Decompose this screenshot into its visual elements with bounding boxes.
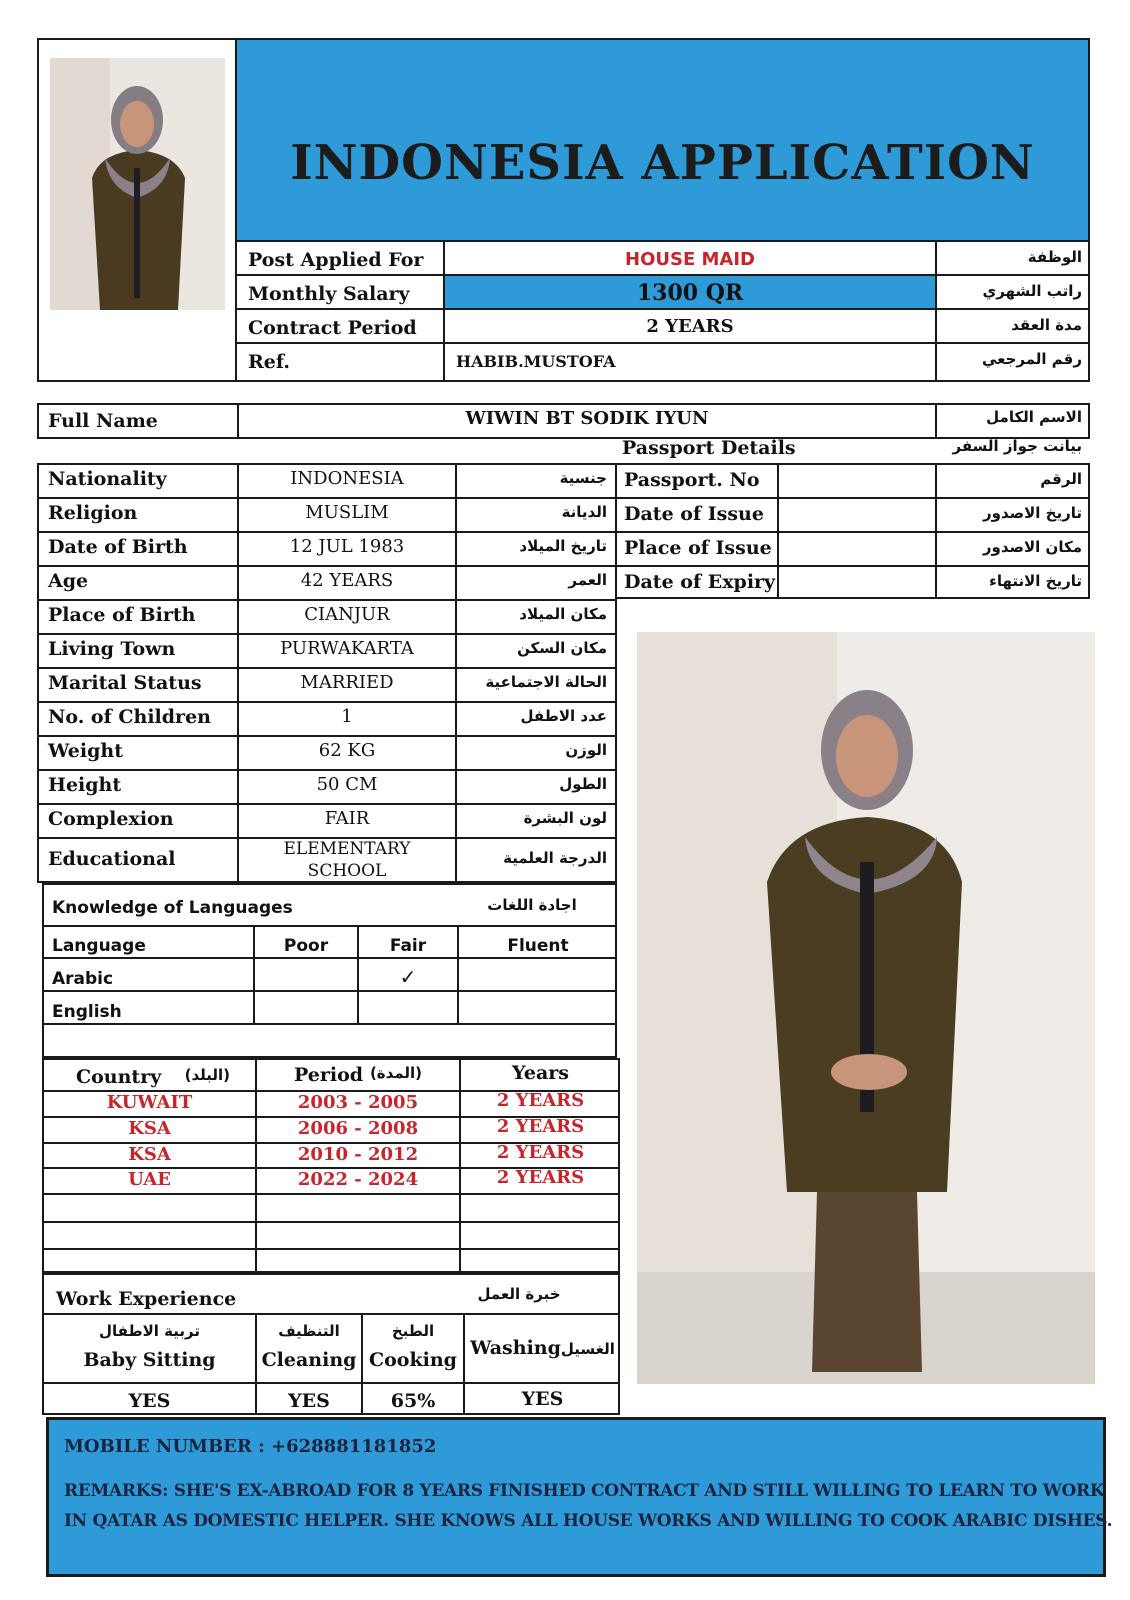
personal-value: 50 CM (316, 774, 378, 795)
work-title-ar: خبرة العمل (477, 1285, 561, 1303)
personal-value: MARRIED (300, 672, 394, 693)
personal-label-ar: لون البشرة (523, 809, 607, 827)
personal-label-ar: الدرجة العلمية (503, 849, 607, 867)
cleaning-value: YES (288, 1390, 330, 1412)
abroad-years: 2 YEARS (496, 1116, 585, 1137)
abroad-years: 2 YEARS (496, 1090, 585, 1111)
passport-label-ar: الرقم (1040, 470, 1082, 488)
lang-arabic: Arabic (52, 969, 114, 989)
abroad-header-period: Period (294, 1064, 364, 1086)
lang-english: English (52, 1002, 122, 1022)
personal-label: Nationality (48, 468, 167, 490)
personal-label-ar: الحالة الاجتماعية (485, 673, 607, 691)
abroad-period: 2010 - 2012 (297, 1144, 419, 1165)
washing-value: YES (521, 1388, 564, 1410)
personal-value: INDONESIA (290, 468, 404, 489)
abroad-period: 2006 - 2008 (297, 1118, 419, 1139)
mobile-number: MOBILE NUMBER : +628881181852 (64, 1436, 437, 1457)
cooking-label-ar: الطبخ (391, 1322, 435, 1340)
personal-label-ar: مكان الميلاد (519, 605, 607, 623)
lang-header-fair: Fair (389, 936, 427, 956)
ref-label: Ref. (248, 351, 290, 373)
personal-label-ar: عدد الاطفل (520, 707, 607, 725)
languages-title-ar: اجادة اللغات (487, 896, 577, 914)
salary-label: Monthly Salary (248, 283, 410, 305)
post-value: HOUSE MAID (625, 249, 755, 270)
abroad-years: 2 YEARS (496, 1167, 585, 1188)
abroad-header-country-ar: (البلد) (184, 1066, 230, 1084)
personal-value: MUSLIM (305, 502, 389, 523)
washing-label: Washing (470, 1337, 561, 1359)
personal-value: 42 YEARS (300, 570, 394, 591)
personal-label-ar: الوزن (565, 741, 607, 759)
personal-label-ar: جنسية (559, 469, 607, 487)
abroad-period: 2003 - 2005 (297, 1092, 419, 1113)
personal-value: 12 JUL 1983 (289, 536, 405, 557)
abroad-country: KUWAIT (106, 1092, 193, 1113)
personal-label-ar: الديانة (561, 503, 607, 521)
full-body-photo (637, 632, 1095, 1384)
cleaning-label-ar: التنظيف (278, 1322, 340, 1340)
personal-value: 1 (341, 706, 353, 727)
header-divider (235, 40, 237, 380)
personal-value: PURWAKARTA (280, 638, 414, 659)
personal-label: Marital Status (48, 672, 202, 694)
contract-label-ar: مدة العقد (1011, 316, 1082, 334)
personal-label: Living Town (48, 638, 176, 660)
post-label: Post Applied For (248, 249, 424, 271)
passport-label: Date of Issue (624, 503, 764, 525)
washing-label-group (465, 1337, 620, 1359)
babysitting-value: YES (128, 1390, 171, 1412)
personal-label: Place of Birth (48, 604, 196, 626)
lang-header-fluent: Fluent (507, 936, 569, 956)
languages-title: Knowledge of Languages (52, 898, 293, 918)
cooking-value: 65% (390, 1390, 436, 1412)
ref-label-ar: رقم المرجعي (981, 350, 1082, 368)
personal-label-ar: العمر (568, 571, 607, 589)
personal-value-line2: SCHOOL (307, 861, 387, 881)
passport-label-ar: مكان الاصدور (982, 538, 1082, 556)
personal-label: Age (48, 570, 89, 592)
ref-value: HABIB.MUSTOFA (456, 352, 616, 371)
contract-value: 2 YEARS (646, 316, 734, 337)
personal-label-ar: مكان السكن (517, 639, 607, 657)
babysitting-label: Baby Sitting (83, 1349, 216, 1371)
salary-label-ar: راتب الشهري (982, 282, 1082, 300)
abroad-header-country: Country (76, 1066, 162, 1088)
personal-value: 62 KG (318, 740, 376, 761)
personal-label: Religion (48, 502, 138, 524)
abroad-country: KSA (128, 1118, 171, 1139)
passport-title-ar: بيانت جواز السفر (952, 437, 1082, 455)
work-title: Work Experience (56, 1288, 237, 1310)
personal-label: Complexion (48, 808, 174, 830)
portrait-photo (50, 58, 225, 310)
passport-label: Place of Issue (624, 537, 772, 559)
personal-value: CIANJUR (304, 604, 390, 625)
personal-label: Educational (48, 848, 176, 870)
passport-title: Passport Details (622, 437, 796, 459)
salary-value: 1300 QR (636, 280, 744, 306)
personal-label-ar: تاريخ الميلاد (519, 537, 607, 555)
remarks-line-1: REMARKS: SHE'S EX-ABROAD FOR 8 YEARS FINISHED CONTRACT AND STILL WILLING TO LEARN TO WORK (64, 1481, 1105, 1501)
personal-label: No. of Children (48, 706, 211, 728)
abroad-header-years: Years (511, 1062, 570, 1084)
lang-arabic-fair-check: ✓ (399, 965, 417, 989)
personal-label: Date of Birth (48, 536, 188, 558)
passport-label: Date of Expiry (624, 571, 776, 593)
abroad-years: 2 YEARS (496, 1142, 585, 1163)
passport-label: Passport. No (624, 469, 760, 491)
fullname-value: WIWIN BT SODIK IYUN (465, 408, 709, 429)
post-label-ar: الوظفة (1027, 248, 1082, 266)
fullname-label: Full Name (48, 410, 158, 432)
remarks-line-2: IN QATAR AS DOMESTIC HELPER. SHE KNOWS ALL HOUSE WORKS AND WILLING TO COOK ARABIC DISHES. (64, 1511, 1113, 1531)
lang-header-poor: Poor (283, 936, 329, 956)
lang-header-language: Language (52, 936, 146, 956)
contract-label: Contract Period (248, 317, 417, 339)
personal-label: Height (48, 774, 122, 796)
abroad-country: KSA (128, 1144, 171, 1165)
abroad-header-period-ar: (المدة) (369, 1064, 422, 1082)
personal-label-ar: الطول (559, 775, 607, 793)
personal-value: FAIR (324, 808, 370, 829)
passport-label-ar: تاريخ الاصدور (983, 504, 1082, 522)
personal-label: Weight (48, 740, 123, 762)
cleaning-label: Cleaning (261, 1349, 357, 1371)
abroad-country: UAE (128, 1169, 171, 1190)
page-title: INDONESIA APPLICATION (290, 135, 1035, 191)
fullname-label-ar: الاسم الكامل (986, 408, 1082, 426)
washing-label-ar: الغسيل (560, 1340, 615, 1358)
cooking-label: Cooking (369, 1349, 457, 1371)
babysitting-label-ar: تربية الاطفال (99, 1322, 200, 1340)
passport-label-ar: تاريخ الانتهاء (989, 572, 1082, 590)
abroad-period: 2022 - 2024 (297, 1169, 419, 1190)
personal-value-line1: ELEMENTARY (283, 839, 411, 859)
